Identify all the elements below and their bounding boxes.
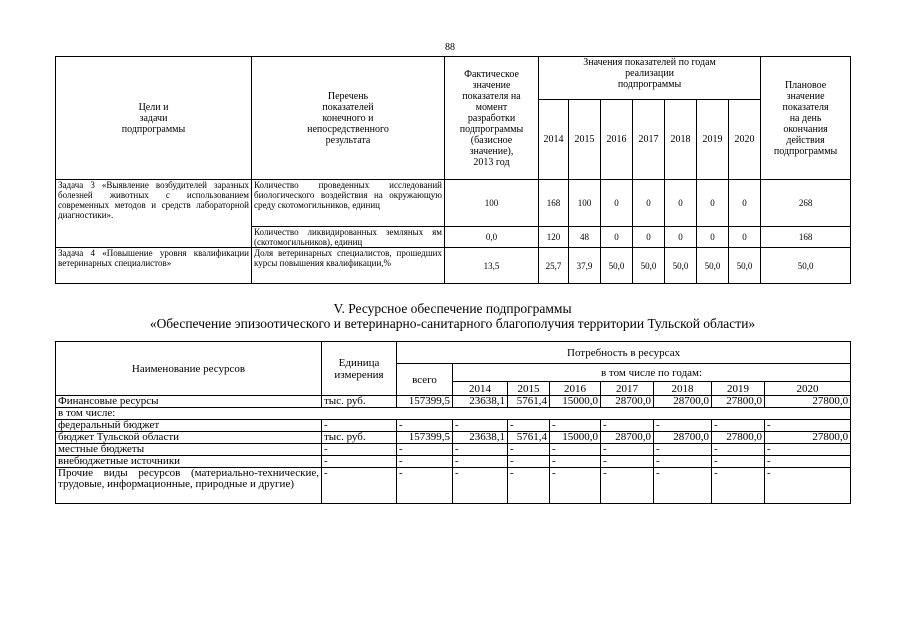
baseline-cell: 0,0 (445, 227, 539, 248)
res-year-value-cell: 5761,4 (508, 396, 550, 408)
res-year-header-2015: 2015 (508, 382, 550, 396)
indicator-row (56, 248, 851, 284)
resource-name-cell: местные бюджеты (56, 444, 322, 456)
total-cell: - (397, 420, 453, 432)
res-year-header-2019: 2019 (712, 382, 765, 396)
year-value-cell: 100 (569, 180, 601, 227)
total-cell: - (397, 444, 453, 456)
year-header-2016: 2016 (601, 100, 633, 180)
unit-cell: - (322, 444, 397, 456)
res-year-value-cell: - (453, 468, 508, 504)
res-year-header-2018: 2018 (654, 382, 712, 396)
header-res-by-years: в том числе по годам: (453, 364, 851, 382)
header-baseline: Фактическое значение показателя на момент разработки подпрограммы (базисное значение), 2013 год (445, 57, 539, 180)
section-title: V. Ресурсное обеспечение подпрограммы (333, 301, 572, 316)
indicator-cell: Количество проведенных исследований биологического воздействия на окружающую среду скотомогильников, единиц (252, 180, 445, 227)
res-year-value-cell: 27800,0 (765, 432, 851, 444)
total-cell: 157399,5 (397, 396, 453, 408)
header-resource-name: Наименование ресурсов (56, 342, 322, 396)
res-year-value-cell: 28700,0 (654, 432, 712, 444)
year-value-cell: 0 (665, 227, 697, 248)
resource-row (56, 468, 851, 504)
res-year-value-cell: 5761,4 (508, 432, 550, 444)
year-value-cell: 0 (697, 180, 729, 227)
res-year-value-cell: - (508, 444, 550, 456)
year-header-2019: 2019 (697, 100, 729, 180)
res-year-value-cell: - (550, 468, 601, 504)
unit-cell: - (322, 456, 397, 468)
res-year-value-cell: - (712, 456, 765, 468)
unit-cell: тыс. руб. (322, 432, 397, 444)
res-year-value-cell: - (550, 444, 601, 456)
planned-cell: 50,0 (761, 248, 851, 284)
res-year-value-cell: - (508, 456, 550, 468)
unit-cell: - (322, 468, 397, 504)
year-header-2018: 2018 (665, 100, 697, 180)
year-value-cell: 0 (633, 227, 665, 248)
total-cell: - (397, 456, 453, 468)
planned-cell: 168 (761, 227, 851, 248)
res-year-value-cell: - (712, 420, 765, 432)
year-header-2017: 2017 (633, 100, 665, 180)
res-year-value-cell: 15000,0 (550, 396, 601, 408)
res-year-value-cell: - (712, 444, 765, 456)
resource-row (56, 396, 851, 408)
year-value-cell: 0 (729, 180, 761, 227)
res-year-value-cell: 23638,1 (453, 432, 508, 444)
year-value-cell: 0 (665, 180, 697, 227)
year-value-cell: 0 (601, 227, 633, 248)
res-year-value-cell: 27800,0 (765, 396, 851, 408)
res-year-value-cell: - (712, 468, 765, 504)
res-year-value-cell: - (508, 420, 550, 432)
header-indicators: Перечень показателей конечного и непосредственного результата (252, 57, 445, 180)
res-year-value-cell: - (601, 444, 654, 456)
res-year-value-cell: - (765, 456, 851, 468)
header-need: Потребность в ресурсах (397, 342, 851, 364)
res-year-value-cell: - (550, 420, 601, 432)
res-year-value-cell: 27800,0 (712, 396, 765, 408)
header-by-years: Значения показателей по годам реализации подпрограммы (539, 57, 761, 100)
year-value-cell: 0 (633, 180, 665, 227)
year-value-cell: 0 (601, 180, 633, 227)
res-year-value-cell: - (453, 420, 508, 432)
res-year-value-cell: - (654, 456, 712, 468)
resource-name-cell: Прочие виды ресурсов (материально-технические, трудовые, информационные, природные и другие) (56, 468, 322, 504)
year-value-cell: 120 (539, 227, 569, 248)
year-value-cell: 50,0 (697, 248, 729, 284)
indicator-row (56, 180, 851, 227)
res-year-value-cell: - (601, 456, 654, 468)
resource-row (56, 456, 851, 468)
res-year-value-cell: - (508, 468, 550, 504)
goal-cell: Задача 3 «Выявление возбудителей заразных болезней животных с использованием современных методов и средств лабораторной диагностики». (56, 180, 252, 248)
unit-cell: - (322, 420, 397, 432)
resource-row (56, 444, 851, 456)
res-year-value-cell: - (765, 420, 851, 432)
year-value-cell: 48 (569, 227, 601, 248)
indicators-table (55, 56, 851, 284)
year-value-cell: 25,7 (539, 248, 569, 284)
res-year-value-cell: 28700,0 (601, 396, 654, 408)
res-year-value-cell: - (654, 444, 712, 456)
res-year-value-cell: - (453, 444, 508, 456)
resource-name-cell: федеральный бюджет (56, 420, 322, 432)
year-header-2020: 2020 (729, 100, 761, 180)
res-year-value-cell: - (654, 420, 712, 432)
res-year-value-cell: 15000,0 (550, 432, 601, 444)
header-unit: Единица измерения (322, 342, 397, 396)
header-goals: Цели и задачи подпрограммы (56, 57, 252, 180)
header-planned: Плановое значение показателя на день окончания действия подпрограммы (761, 57, 851, 180)
header-total: всего (397, 364, 453, 396)
res-year-header-2014: 2014 (453, 382, 508, 396)
resource-name-cell: бюджет Тульской области (56, 432, 322, 444)
res-year-header-2017: 2017 (601, 382, 654, 396)
res-year-header-2020: 2020 (765, 382, 851, 396)
res-year-value-cell: 23638,1 (453, 396, 508, 408)
total-cell: - (397, 468, 453, 504)
res-year-header-2016: 2016 (550, 382, 601, 396)
resource-row (56, 408, 851, 420)
res-year-value-cell: - (765, 468, 851, 504)
res-year-value-cell: - (601, 420, 654, 432)
res-year-value-cell: 28700,0 (601, 432, 654, 444)
goal-cell: Задача 4 «Повышение уровня квалификации ветеринарных специалистов» (56, 248, 252, 284)
res-year-value-cell: - (550, 456, 601, 468)
year-value-cell: 50,0 (633, 248, 665, 284)
year-value-cell: 0 (697, 227, 729, 248)
planned-cell: 268 (761, 180, 851, 227)
section-heading (55, 301, 850, 331)
res-year-value-cell: 28700,0 (654, 396, 712, 408)
resource-row (56, 432, 851, 444)
total-cell: 157399,5 (397, 432, 453, 444)
resource-name-cell: внебюджетные источники (56, 456, 322, 468)
res-year-value-cell: - (654, 468, 712, 504)
indicator-cell: Количество ликвидированных земляных ям (скотомогильников), единиц (252, 227, 445, 248)
baseline-cell: 100 (445, 180, 539, 227)
res-year-value-cell: - (601, 468, 654, 504)
res-year-value-cell: - (765, 444, 851, 456)
res-year-value-cell: - (453, 456, 508, 468)
resource-row (56, 420, 851, 432)
year-header-2014: 2014 (539, 100, 569, 180)
res-year-value-cell: 27800,0 (712, 432, 765, 444)
resource-name-cell: Финансовые ресурсы (56, 396, 322, 408)
indicator-cell: Доля ветеринарных специалистов, прошедших курсы повышения квалификации,% (252, 248, 445, 284)
year-value-cell: 37,9 (569, 248, 601, 284)
year-value-cell: 0 (729, 227, 761, 248)
unit-cell: тыс. руб. (322, 396, 397, 408)
year-header-2015: 2015 (569, 100, 601, 180)
year-value-cell: 168 (539, 180, 569, 227)
year-value-cell: 50,0 (601, 248, 633, 284)
year-value-cell: 50,0 (729, 248, 761, 284)
page-number: 88 (445, 42, 455, 53)
resource-name-cell: в том числе: (56, 408, 851, 420)
baseline-cell: 13,5 (445, 248, 539, 284)
section-subtitle: «Обеспечение эпизоотического и ветеринарно-санитарного благополучия территории Тульской области» (149, 316, 756, 331)
year-value-cell: 50,0 (665, 248, 697, 284)
resources-table (55, 341, 851, 504)
